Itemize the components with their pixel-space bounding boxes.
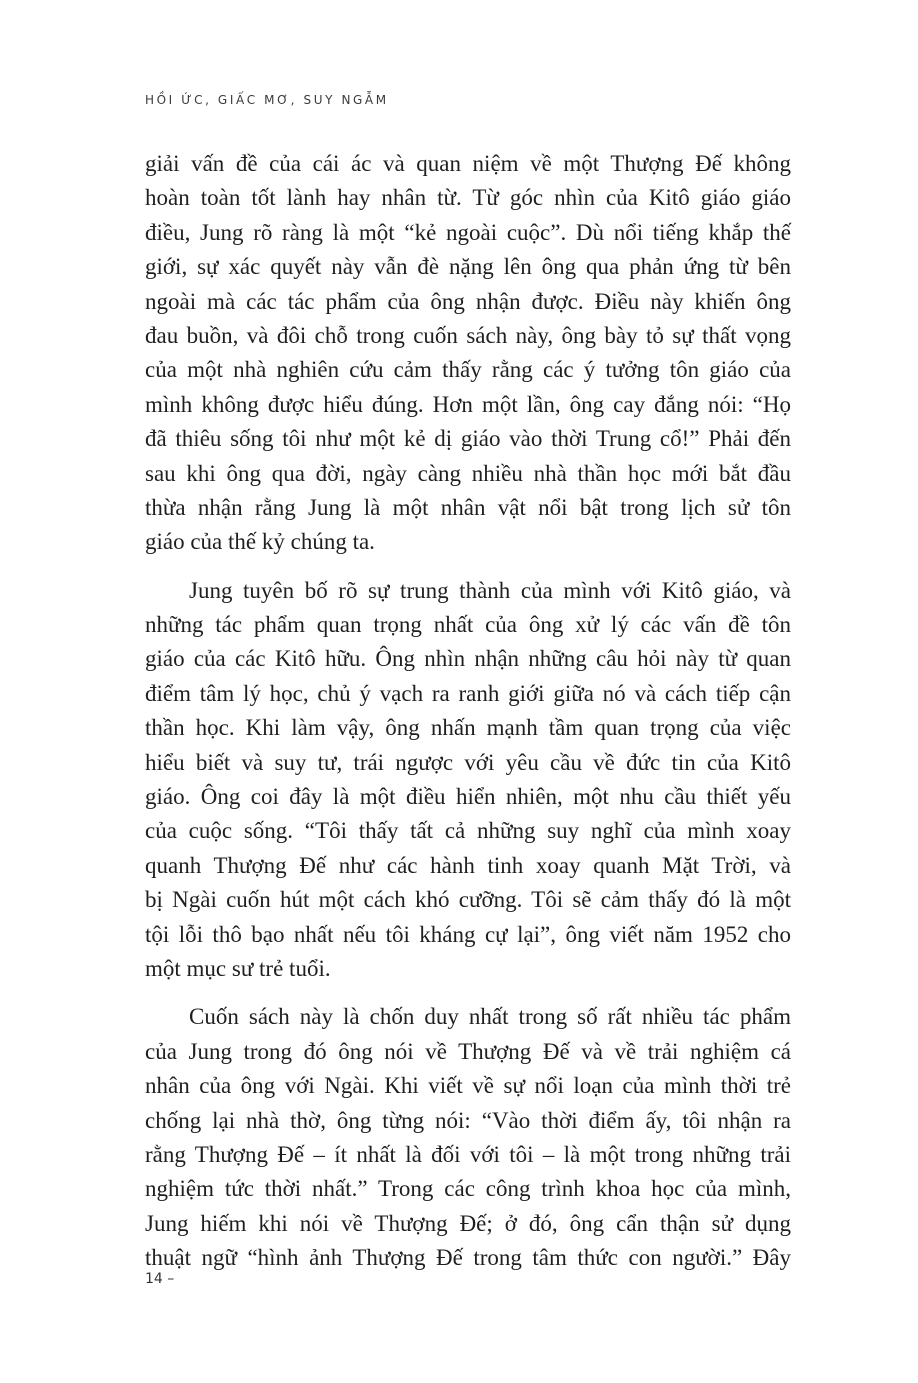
paragraph (145, 574, 791, 987)
page-number: 14 – (145, 1271, 175, 1287)
text-line: những tác phẩm quan trọng nhất của ông xử lý các vấn đề tôn (145, 612, 791, 638)
text-line: tội lỗi thô bạo nhất nếu tôi kháng cự lại”, ông viết năm 1952 cho (145, 921, 791, 947)
text-line: đã thiêu sống tôi như một kẻ dị giáo vào thời Trung cổ!” Phải đến (145, 426, 791, 452)
body-text (145, 147, 791, 1276)
text-line: hiểu biết và suy tư, trái ngược với yêu cầu về đức tin của Kitô (145, 749, 791, 775)
text-line: thần học. Khi làm vậy, ông nhấn mạnh tầm quan trọng của việc (145, 715, 791, 741)
text-line: một mục sư trẻ tuổi. (145, 955, 331, 981)
text-line: của Jung trong đó ông nói về Thượng Đế và về trải nghiệm cá (145, 1038, 791, 1064)
text-line: bị Ngài cuốn hút một cách khó cưỡng. Tôi sẽ cảm thấy đó là một (145, 887, 791, 913)
paragraph-gap (145, 986, 791, 1000)
text-line: thuật ngữ “hình ảnh Thượng Đế trong tâm thức con người.” Đây (145, 1245, 791, 1271)
text-line: điểm tâm lý học, chủ ý vạch ra ranh giới giữa nó và cách tiếp cận (145, 680, 791, 706)
text-line: hoàn toàn tốt lành hay nhân từ. Từ góc nhìn của Kitô giáo giáo (145, 185, 791, 211)
text-line: Cuốn sách này là chốn duy nhất trong số rất nhiều tác phẩm (189, 1004, 791, 1030)
text-line: giải vấn đề của cái ác và quan niệm về một Thượng Đế không (145, 151, 791, 176)
text-line: Jung tuyên bố rõ sự trung thành của mình với Kitô giáo, và (189, 577, 791, 603)
text-line: chống lại nhà thờ, ông từng nói: “Vào thời điểm ấy, tôi nhận ra (145, 1107, 791, 1133)
text-line: giáo của các Kitô hữu. Ông nhìn nhận những câu hỏi này từ quan (145, 646, 791, 672)
text-line: điều, Jung rõ ràng là một “kẻ ngoài cuộc”. Dù nổi tiếng khắp thế (145, 219, 791, 245)
text-line: Jung hiếm khi nói về Thượng Đế; ở đó, ông cẩn thận sử dụng (145, 1210, 791, 1236)
paragraph (145, 147, 791, 560)
text-line: sau khi ông qua đời, ngày càng nhiều nhà thần học mới bắt đầu (145, 460, 791, 486)
running-header: HỒI ỨC, GIẤC MƠ, SUY NGẪM (145, 93, 389, 107)
text-line: rằng Thượng Đế – ít nhất là đối với tôi – là một trong những trải (145, 1141, 791, 1167)
text-line: giới, sự xác quyết này vẫn đè nặng lên ông qua phản ứng từ bên (145, 254, 791, 280)
text-line: đau buồn, và đôi chỗ trong cuốn sách này, ông bày tỏ sự thất vọng (145, 322, 791, 348)
text-line: nghiệm tức thời nhất.” Trong các công trình khoa học của mình, (145, 1176, 791, 1202)
text-line: giáo của thế kỷ chúng ta. (145, 529, 375, 555)
text-line: thừa nhận rằng Jung là một nhân vật nổi bật trong lịch sử tôn (145, 494, 791, 520)
text-line: nhân của ông với Ngài. Khi viết về sự nổi loạn của mình thời trẻ (145, 1073, 791, 1099)
text-line: của cuộc sống. “Tôi thấy tất cả những suy nghĩ của mình xoay (145, 818, 791, 844)
text-line: ngoài mà các tác phẩm của ông nhận được. Điều này khiến ông (145, 288, 791, 314)
text-line: mình không được hiểu đúng. Hơn một lần, ông cay đắng nói: “Họ (145, 391, 791, 417)
paragraph-gap (145, 560, 791, 574)
text-line: của một nhà nghiên cứu cảm thấy rằng các ý tưởng tôn giáo của (145, 357, 791, 383)
text-line: quanh Thượng Đế như các hành tinh xoay quanh Mặt Trời, và (145, 852, 791, 878)
paragraph (145, 1000, 791, 1275)
text-line: giáo. Ông coi đây là một điều hiển nhiên, một nhu cầu thiết yếu (145, 784, 791, 810)
